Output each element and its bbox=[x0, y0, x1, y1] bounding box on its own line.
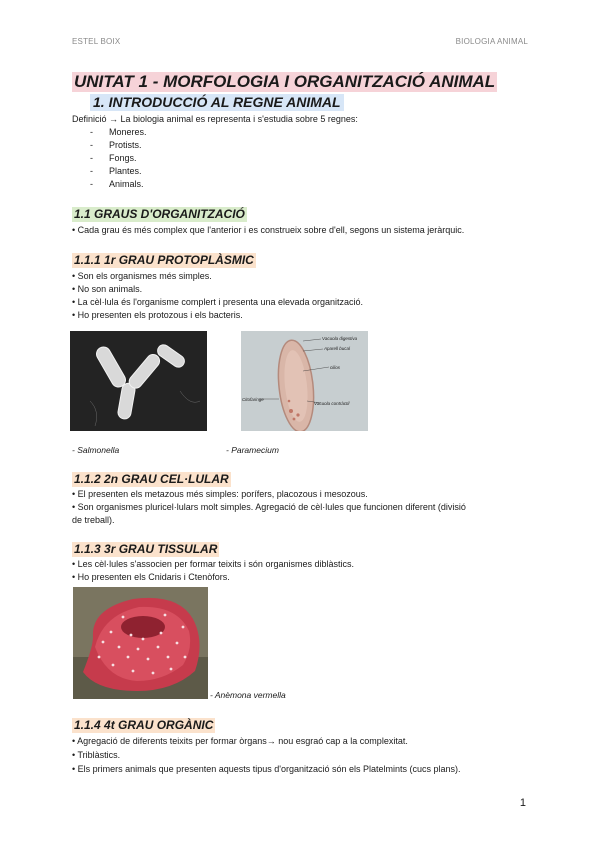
bullet-item: • La cèl·lula és l'organisme complert i presenta una elevada organització. bbox=[72, 297, 364, 307]
list-item: - Protists. bbox=[90, 140, 142, 150]
caption-salmonella: - Salmonella bbox=[72, 445, 120, 455]
label-cilios: cilios bbox=[330, 365, 341, 370]
label-citofaringe: Citofaringe bbox=[242, 397, 264, 402]
list-item: - Animals. bbox=[90, 179, 144, 189]
bullet-item: • Triblàstics. bbox=[72, 750, 121, 760]
heading-graus-organitzacio: 1.1 GRAUS D'ORGANITZACIÓ bbox=[74, 207, 245, 221]
label-vacuola-contractil: Vacuola contràctil bbox=[314, 401, 350, 406]
bullet-item: • Ho presenten els protozous i els bacteris. bbox=[72, 310, 243, 320]
heading-grau-tissular: 1.1.3 3r GRAU TISSULAR bbox=[74, 542, 218, 556]
paramecium-image bbox=[241, 331, 368, 431]
anemone-image bbox=[73, 587, 208, 699]
list-item: - Moneres. bbox=[90, 127, 147, 137]
bullet-item: • Ho presenten els Cnidaris i Ctenòfors. bbox=[72, 572, 230, 582]
page-number: 1 bbox=[519, 797, 526, 809]
header-author: ESTEL BOIX bbox=[72, 37, 121, 46]
heading-grau-organic: 1.1.4 4t GRAU ORGÀNIC bbox=[74, 718, 214, 732]
paragraph: • Cada grau és més complex que l'anterior i es construeix sobre d'ell, segons un sistema jeràrquic. bbox=[72, 225, 465, 235]
header-subject: BIOLOGIA ANIMAL bbox=[455, 37, 528, 46]
bullet-item: • El presenten els metazous més simples: porífers, placozous i mesozous. bbox=[72, 489, 368, 499]
bullet-item: • Els primers animals que presenten aquests tipus d'organització són els Platelmints (cucs plans). bbox=[72, 764, 461, 774]
salmonella-image bbox=[70, 331, 207, 431]
definition-text: Definició → La biologia animal es representa i s'estudia sobre 5 regnes: bbox=[72, 114, 358, 124]
list-item: - Fongs. bbox=[90, 153, 137, 163]
list-item: - Plantes. bbox=[90, 166, 142, 176]
bullet-item: de treball). bbox=[72, 515, 115, 525]
section-title-introduction: 1. INTRODUCCIÓ AL REGNE ANIMAL bbox=[90, 94, 344, 111]
label-aparell-bucal: Aparell bucal bbox=[324, 346, 351, 351]
bullet-item: • Les cèl·lules s'associen per formar teixits i són organismes diblàstics. bbox=[72, 559, 354, 569]
heading-grau-protoplasmic: 1.1.1 1r GRAU PROTOPLÀSMIC bbox=[74, 253, 254, 267]
bullet-item: • Son organismes pluricel·lulars molt simples. Agregació de cèl·lules que funcionen diferent (divisió bbox=[72, 502, 466, 512]
label-vacuola-digestiva: Vacuola digestiva bbox=[322, 336, 358, 341]
heading-grau-cellular: 1.1.2 2n GRAU CEL·LULAR bbox=[74, 472, 229, 486]
unit-title: UNITAT 1 - MORFOLOGIA I ORGANITZACIÓ ANIMAL bbox=[74, 72, 496, 91]
caption-paramecium: - Paramecium bbox=[226, 445, 279, 455]
bullet-item: • No son animals. bbox=[72, 284, 143, 294]
bullet-item: • Son els organismes més simples. bbox=[72, 271, 212, 281]
caption-anemone: - Anèmona vermella bbox=[210, 690, 286, 700]
bullet-item: • Agregació de diferents teixits per formar òrgans→ nou esgraó cap a la complexitat. bbox=[72, 736, 408, 746]
